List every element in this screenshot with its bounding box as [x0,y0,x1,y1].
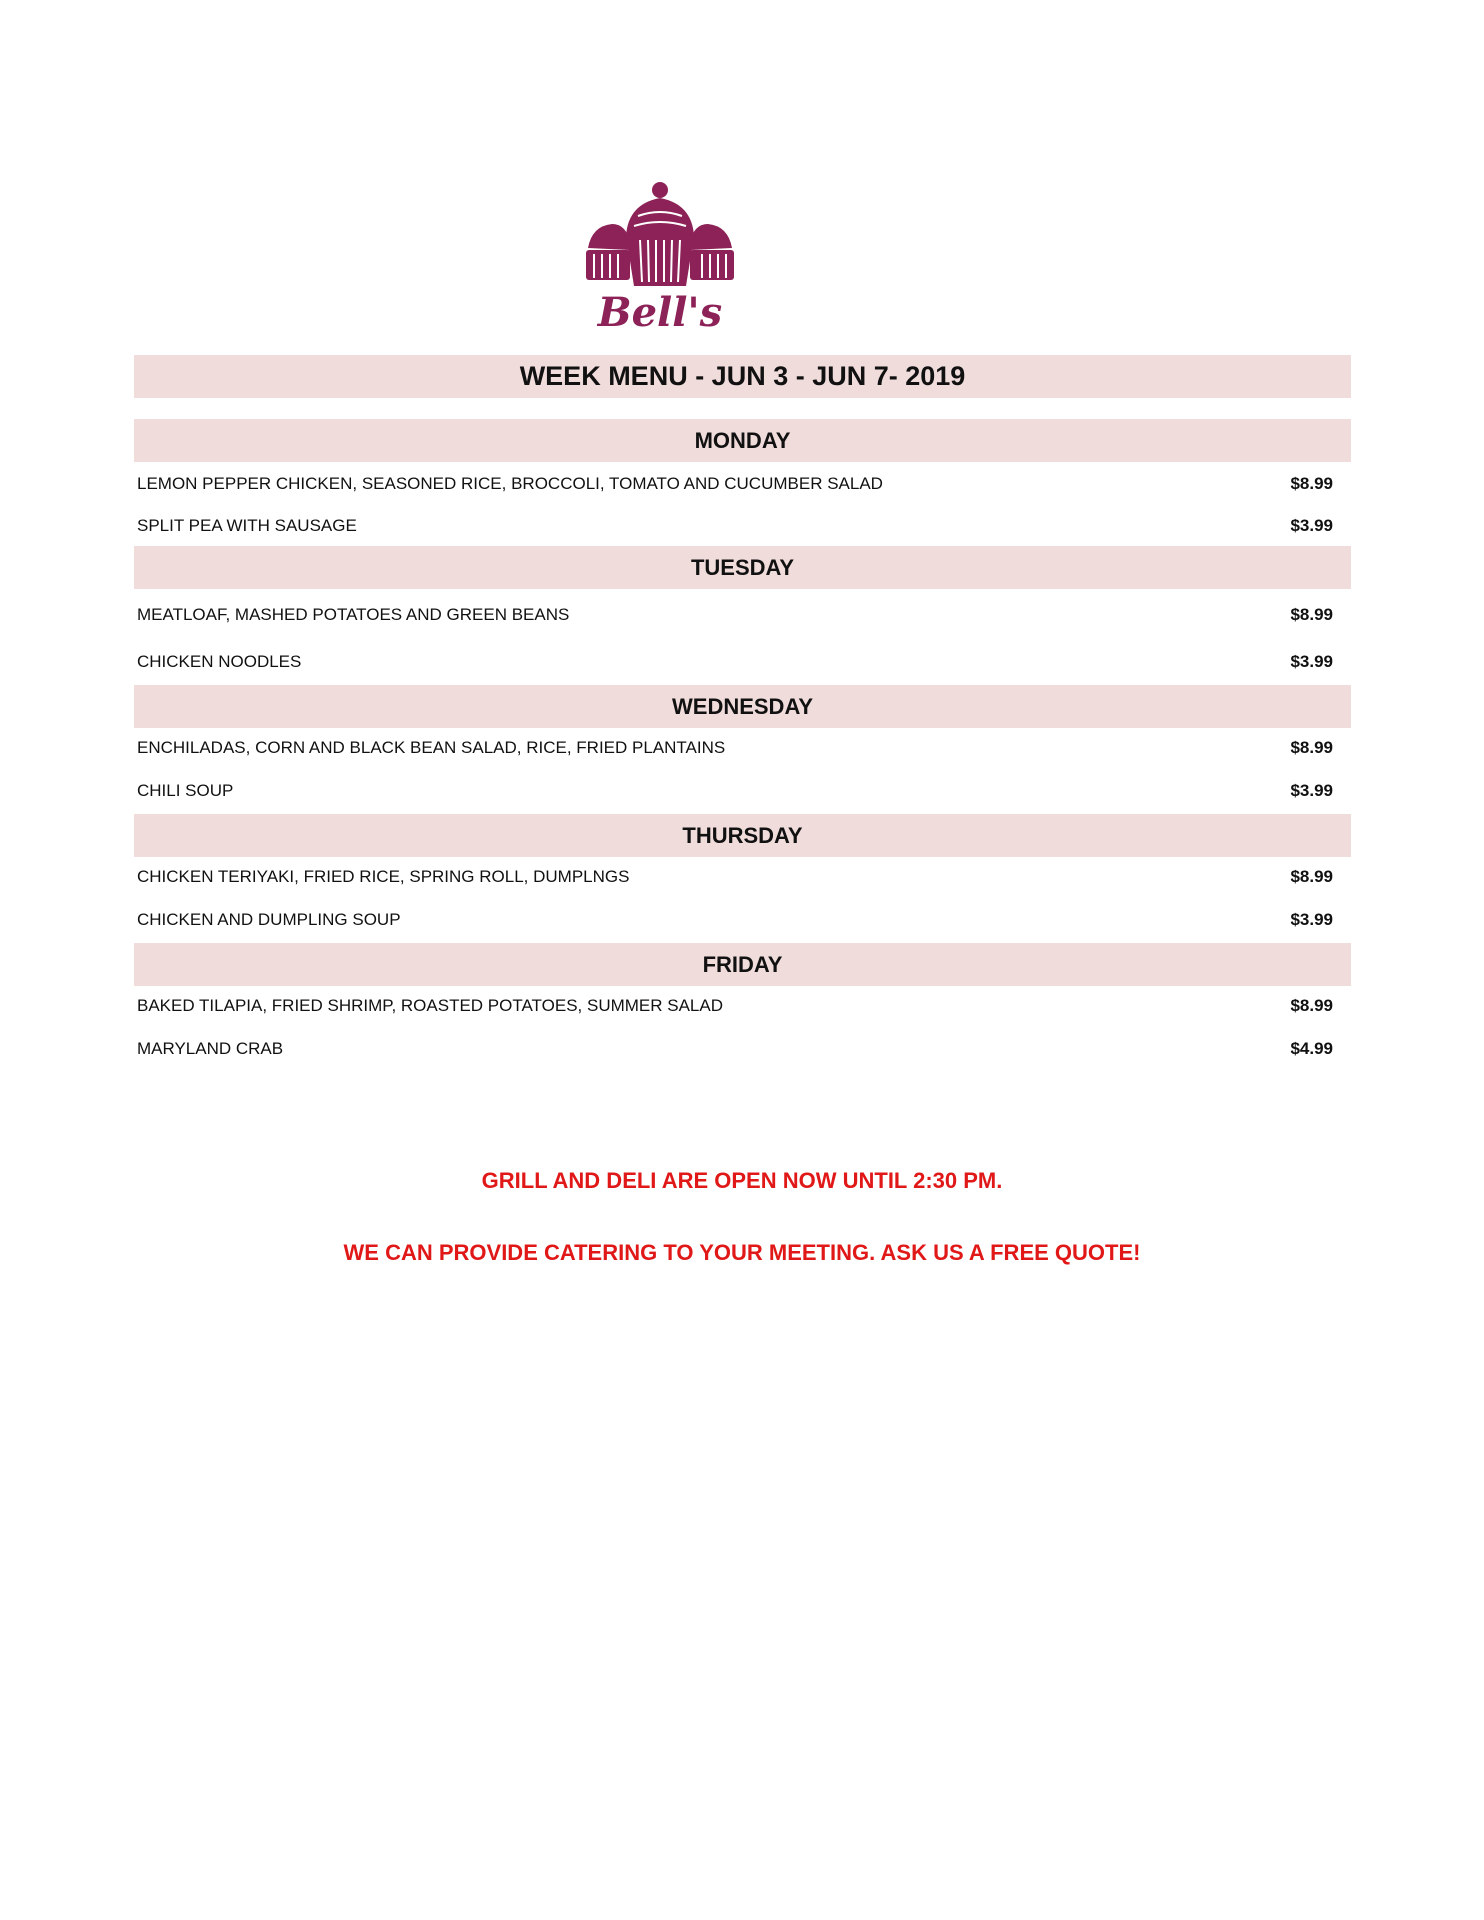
day-header-tuesday: TUESDAY [134,546,1351,589]
menu-item-name: LEMON PEPPER CHICKEN, SEASONED RICE, BROCCOLI, TOMATO AND CUCUMBER SALAD [137,474,883,493]
menu-item-price: $3.99 [1290,781,1333,800]
menu-item-name: CHICKEN TERIYAKI, FRIED RICE, SPRING ROLL, DUMPLNGS [137,867,630,886]
menu-item-price: $8.99 [1290,867,1333,886]
menu-item [134,991,1351,1021]
day-header-wednesday: WEDNESDAY [134,685,1351,728]
menu-item [134,733,1351,763]
hours-notice: GRILL AND DELI ARE OPEN NOW UNTIL 2:30 PM. [481,1168,1003,1193]
menu-item [134,905,1351,935]
menu-item-name: ENCHILADAS, CORN AND BLACK BEAN SALAD, RICE, FRIED PLANTAINS [137,738,726,757]
menu-item-name: CHICKEN AND DUMPLING SOUP [137,910,401,929]
cupcakes-logo-icon [582,178,738,334]
menu-item-price: $3.99 [1290,652,1333,671]
menu-item-price: $3.99 [1290,516,1333,535]
menu-item-price: $8.99 [1290,605,1333,624]
day-header-friday: FRIDAY [134,943,1351,986]
menu-item [134,469,1351,499]
menu-item [134,1034,1351,1064]
menu-item [134,600,1351,630]
menu-item [134,776,1351,806]
menu-item [134,862,1351,892]
day-header-thursday: THURSDAY [134,814,1351,857]
menu-item-price: $8.99 [1290,474,1333,493]
menu-title: WEEK MENU - JUN 3 - JUN 7- 2019 [134,355,1351,398]
menu-item-name: MARYLAND CRAB [137,1039,284,1058]
menu-item-name: MEATLOAF, MASHED POTATOES AND GREEN BEANS [137,605,570,624]
menu-item [134,647,1351,677]
menu-item-name: BAKED TILAPIA, FRIED SHRIMP, ROASTED POTATOES, SUMMER SALAD [137,996,724,1015]
menu-item [134,511,1351,541]
day-header-monday: MONDAY [134,419,1351,462]
svg-text:Bell's: Bell's [597,289,723,334]
menu-item-name: SPLIT PEA WITH SAUSAGE [137,516,357,535]
catering-notice: WE CAN PROVIDE CATERING TO YOUR MEETING. ASK US A FREE QUOTE! [343,1240,1141,1265]
menu-item-price: $3.99 [1290,910,1333,929]
menu-item-name: CHILI SOUP [137,781,234,800]
menu-item-price: $8.99 [1290,996,1333,1015]
menu-item-price: $4.99 [1290,1039,1333,1058]
menu-item-price: $8.99 [1290,738,1333,757]
menu-item-name: CHICKEN NOODLES [137,652,302,671]
